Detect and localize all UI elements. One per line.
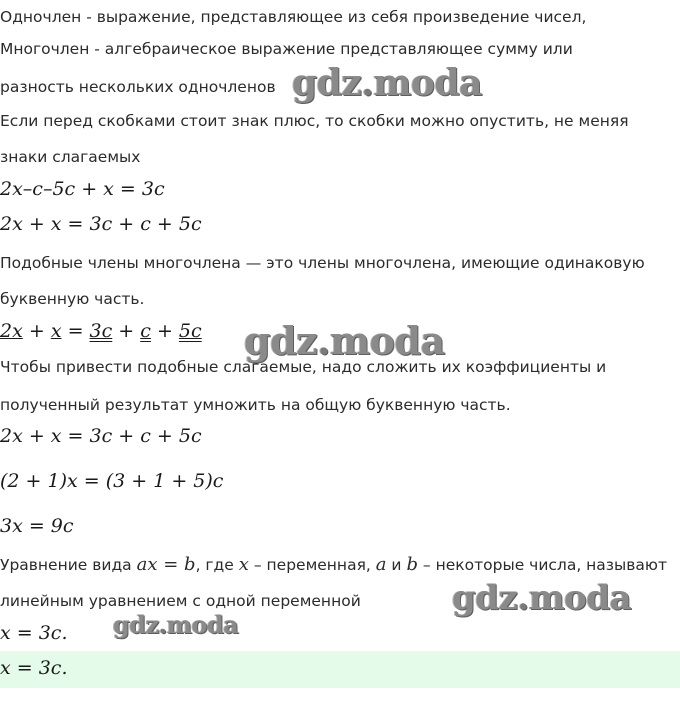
answer-box — [0, 651, 680, 688]
answer-text: x = 3c. — [0, 657, 68, 679]
definition-polynomial-cont: разность нескольких одночленов — [0, 78, 276, 96]
rule-parentheses-cont: знаки слагаемых — [0, 148, 141, 166]
equation-1: 2x–c–5c + x = 3c — [0, 178, 165, 200]
watermark-logo-1: gdz.moda — [292, 62, 482, 104]
watermark-logo-2: gdz.moda — [244, 318, 445, 363]
rule-parentheses: Если перед скобками стоит знак плюс, то скобки можно опустить, не меняя — [0, 112, 629, 130]
rule-combine-like-terms: Чтобы привести подобные слагаемые, надо сложить их коэффициенты и — [0, 358, 607, 376]
equation-5: 3x = 9c — [0, 515, 74, 537]
equation-underlined: 2x + x = 3c + c + 5c — [0, 320, 202, 342]
definition-linear-equation: Уравнение вида ax = b, где x – переменная, a и b – некоторые числа, называют — [0, 554, 667, 575]
term-3c: 3c — [89, 320, 113, 342]
equation-4: (2 + 1)x = (3 + 1 + 5)c — [0, 470, 224, 492]
equation-3: 2x + x = 3c + c + 5c — [0, 425, 202, 447]
term-c: c — [140, 320, 151, 342]
watermark-logo-4: gdz.moda — [113, 610, 239, 639]
term-x: x — [50, 320, 62, 342]
definition-monomial: Одночлен - выражение, представляющее из себя произведение чисел, — [0, 8, 587, 26]
watermark-logo-3: gdz.moda — [452, 578, 632, 618]
variable-x: x — [238, 554, 249, 575]
definition-like-terms-cont: буквенную часть. — [0, 290, 145, 308]
term-2x: 2x — [0, 320, 23, 342]
formula-ax-b: ax = b — [136, 554, 196, 575]
definition-like-terms: Подобные члены многочлена — это члены многочлена, имеющие одинаковую — [0, 254, 645, 272]
rule-combine-like-terms-cont: полученный результат умножить на общую буквенную часть. — [0, 396, 511, 414]
definition-polynomial: Многочлен - алгебраическое выражение представляющее сумму или — [0, 40, 573, 58]
equation-2: 2x + x = 3c + c + 5c — [0, 213, 202, 235]
definition-linear-equation-cont: линейным уравнением с одной переменной — [0, 592, 361, 610]
term-5c: 5c — [178, 320, 202, 342]
variable-a: a — [375, 554, 387, 575]
variable-b: b — [406, 554, 418, 575]
equation-6: x = 3c. — [0, 622, 68, 644]
